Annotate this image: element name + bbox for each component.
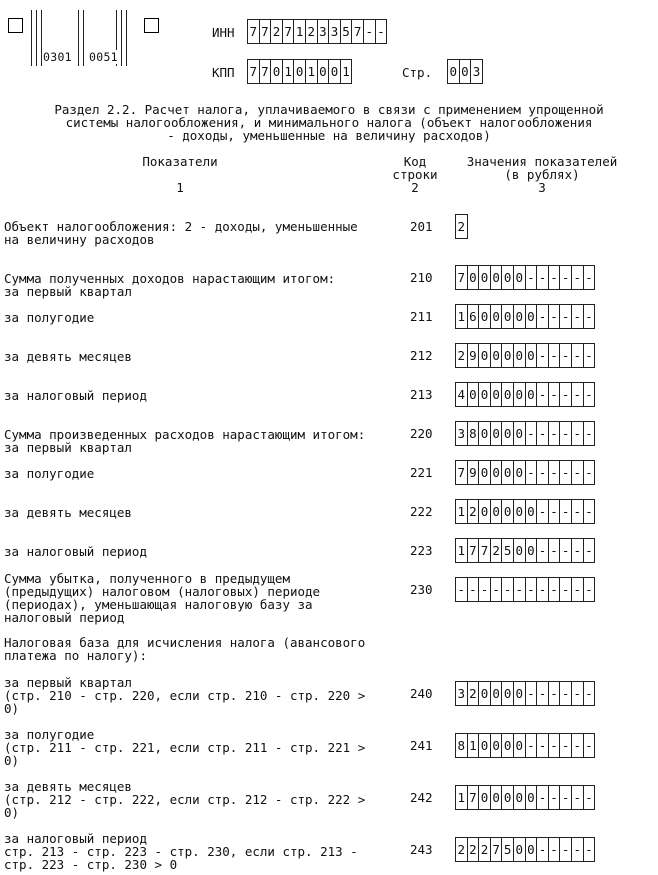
row-value-cell: 0 bbox=[490, 304, 503, 329]
row-code: 213 bbox=[410, 387, 433, 402]
row-code: 240 bbox=[410, 686, 433, 701]
row-value-cell: - bbox=[559, 577, 572, 602]
row-value-cell: 0 bbox=[478, 499, 491, 524]
inn-label: ИНН bbox=[212, 25, 235, 40]
row-value-cell: - bbox=[548, 499, 561, 524]
row-label: Сумма полученных доходов нарастающим итогом: за первый квартал bbox=[4, 271, 336, 299]
row-value-cell: - bbox=[583, 681, 596, 706]
row-code: 230 bbox=[410, 582, 433, 597]
row-value-cell: 1 bbox=[467, 733, 480, 758]
row-value-cell: 9 bbox=[467, 460, 480, 485]
row-value-cell: - bbox=[559, 733, 572, 758]
row-value-cell: - bbox=[536, 382, 549, 407]
row-value-cell: 0 bbox=[513, 499, 526, 524]
row-value-cell: - bbox=[478, 577, 491, 602]
row-value-cell: 0 bbox=[478, 785, 491, 810]
row-label: за девять месяцев (стр. 212 - стр. 222, если стр. 212 - стр. 222 > 0) bbox=[4, 779, 366, 820]
row-value-field bbox=[455, 343, 594, 368]
row-value-cell: - bbox=[548, 837, 561, 862]
row-value-cell: 9 bbox=[467, 343, 480, 368]
row-label: за налоговый период bbox=[4, 388, 147, 403]
row-value-cell: 5 bbox=[501, 538, 514, 563]
row-value-cell: 0 bbox=[501, 421, 514, 446]
row-value-cell: 0 bbox=[501, 785, 514, 810]
row-value-cell: 2 bbox=[478, 837, 491, 862]
kpp-cell: 7 bbox=[259, 59, 272, 84]
row-value-cell: 0 bbox=[490, 681, 503, 706]
row-value-cell: - bbox=[548, 577, 561, 602]
row-value-cell: 0 bbox=[490, 733, 503, 758]
row-code: 211 bbox=[410, 309, 433, 324]
row-value-cell: 7 bbox=[455, 265, 468, 290]
row-label: Налоговая база для исчисления налога (авансового платежа по налогу): bbox=[4, 635, 366, 663]
row-value-cell: - bbox=[559, 382, 572, 407]
row-label: за налоговый период bbox=[4, 544, 147, 559]
row-value-cell: 0 bbox=[513, 382, 526, 407]
row-label: за полугодие bbox=[4, 466, 95, 481]
row-value-cell: - bbox=[548, 343, 561, 368]
row-value-cell: 0 bbox=[501, 304, 514, 329]
row-value-cell: - bbox=[490, 577, 503, 602]
row-value-cell: 0 bbox=[490, 460, 503, 485]
row-label: за первый квартал (стр. 210 - стр. 220, если стр. 210 - стр. 220 > 0) bbox=[4, 675, 366, 716]
inn-cell: 3 bbox=[328, 19, 341, 44]
kpp-cell: 0 bbox=[293, 59, 306, 84]
row-value-cell: 0 bbox=[478, 304, 491, 329]
barcode-right-number: 0051 bbox=[89, 50, 118, 64]
row-value-cell: 0 bbox=[513, 265, 526, 290]
column-number-3: 3 bbox=[538, 180, 546, 195]
row-value-cell: - bbox=[583, 837, 596, 862]
row-value-cell: 0 bbox=[501, 460, 514, 485]
page-label: Стр. bbox=[402, 65, 433, 80]
row-value-cell: 2 bbox=[467, 499, 480, 524]
row-label: за полугодие bbox=[4, 310, 95, 325]
row-label: за налоговый период стр. 213 - стр. 223 - стр. 230, если стр. 213 - стр. 223 - стр. 230 > 0 bbox=[4, 831, 358, 872]
row-value-cell: 0 bbox=[478, 681, 491, 706]
row-value-cell: - bbox=[525, 577, 538, 602]
row-value-cell: - bbox=[548, 460, 561, 485]
row-value-cell: 2 bbox=[467, 837, 480, 862]
row-value-cell: 3 bbox=[455, 681, 468, 706]
row-value-field bbox=[455, 681, 594, 706]
row-value-cell: 1 bbox=[455, 304, 468, 329]
section-title-line2: системы налогообложения, и минимального налога (объект налогообложения bbox=[65, 115, 593, 130]
row-label: за полугодие (стр. 211 - стр. 221, если стр. 211 - стр. 221 > 0) bbox=[4, 727, 366, 768]
row-value-cell: 0 bbox=[513, 538, 526, 563]
row-value-cell: 0 bbox=[478, 343, 491, 368]
row-value-cell: - bbox=[559, 343, 572, 368]
inn-cell: 1 bbox=[293, 19, 306, 44]
row-value-cell: - bbox=[536, 304, 549, 329]
page-number-field bbox=[447, 59, 482, 84]
row-value-cell: 0 bbox=[513, 837, 526, 862]
row-value-cell: - bbox=[583, 733, 596, 758]
row-value-cell: - bbox=[571, 343, 584, 368]
page-number-cell: 3 bbox=[470, 59, 483, 84]
row-value-cell: - bbox=[559, 681, 572, 706]
column-number-2: 2 bbox=[411, 180, 419, 195]
section-title-line1: Раздел 2.2. Расчет налога, уплачиваемого в связи с применением упрощенной bbox=[54, 102, 604, 117]
column-header-code: Код bbox=[403, 154, 427, 169]
row-value-cell: - bbox=[559, 421, 572, 446]
row-value-cell: - bbox=[571, 382, 584, 407]
row-code: 242 bbox=[410, 790, 433, 805]
row-value-cell: 8 bbox=[455, 733, 468, 758]
row-value-cell: - bbox=[536, 499, 549, 524]
row-value-cell: 4 bbox=[455, 382, 468, 407]
row-value-cell: 0 bbox=[525, 499, 538, 524]
row-value-cell: - bbox=[571, 785, 584, 810]
row-value-cell: 0 bbox=[513, 785, 526, 810]
page-number-cell: 0 bbox=[447, 59, 460, 84]
row-label: Сумма произведенных расходов нарастающим итогом: за первый квартал bbox=[4, 427, 366, 455]
row-value-field bbox=[455, 785, 594, 810]
row-value-cell: - bbox=[559, 499, 572, 524]
row-value-cell: - bbox=[536, 577, 549, 602]
kpp-cell: 0 bbox=[317, 59, 330, 84]
row-value-cell: 1 bbox=[455, 538, 468, 563]
row-value-cell: - bbox=[525, 733, 538, 758]
row-value-cell: 7 bbox=[455, 460, 468, 485]
row-value-cell: - bbox=[536, 265, 549, 290]
kpp-cell: 7 bbox=[247, 59, 260, 84]
row-value-cell: 7 bbox=[467, 538, 480, 563]
row-value-cell: - bbox=[525, 460, 538, 485]
row-value-cell: - bbox=[583, 785, 596, 810]
row-value-cell: - bbox=[548, 538, 561, 563]
row-value-cell: - bbox=[583, 460, 596, 485]
row-value-cell: 2 bbox=[455, 343, 468, 368]
row-value-field bbox=[455, 265, 594, 290]
barcode-left-number: 0301 bbox=[43, 50, 72, 64]
row-value-cell: - bbox=[559, 304, 572, 329]
section-title-line3: - доходы, уменьшенные на величину расходов) bbox=[167, 128, 491, 143]
row-value-cell: - bbox=[525, 265, 538, 290]
row-value-cell: 2 bbox=[455, 837, 468, 862]
barcode bbox=[31, 10, 129, 66]
row-value-cell: - bbox=[501, 577, 514, 602]
row-value-cell: - bbox=[559, 538, 572, 563]
row-value-cell: - bbox=[583, 421, 596, 446]
row-value-cell: 0 bbox=[525, 343, 538, 368]
row-value-cell: - bbox=[548, 733, 561, 758]
row-value-cell: 0 bbox=[490, 421, 503, 446]
row-value-cell: - bbox=[571, 499, 584, 524]
row-code: 223 bbox=[410, 543, 433, 558]
row-value-cell: - bbox=[571, 460, 584, 485]
inn-cell: 7 bbox=[282, 19, 295, 44]
row-value-cell: - bbox=[548, 265, 561, 290]
row-value-cell: - bbox=[571, 577, 584, 602]
row-value-cell: - bbox=[548, 304, 561, 329]
row-value-cell: - bbox=[513, 577, 526, 602]
row-code: 220 bbox=[410, 426, 433, 441]
row-value-cell: 0 bbox=[513, 343, 526, 368]
row-code: 221 bbox=[410, 465, 433, 480]
row-value-cell: - bbox=[571, 538, 584, 563]
row-value-cell: - bbox=[536, 837, 549, 862]
row-code: 212 bbox=[410, 348, 433, 363]
row-value-cell: - bbox=[571, 681, 584, 706]
row-value-cell: - bbox=[548, 681, 561, 706]
column-header-values-unit: (в рублях) bbox=[504, 167, 580, 182]
row-value-cell: - bbox=[583, 304, 596, 329]
row-value-cell: 0 bbox=[490, 265, 503, 290]
row-value-cell: 0 bbox=[478, 382, 491, 407]
row-value-field bbox=[455, 304, 594, 329]
row-value-cell: 0 bbox=[467, 265, 480, 290]
row-value-cell: - bbox=[583, 577, 596, 602]
kpp-label: КПП bbox=[212, 65, 235, 80]
row-value-cell: - bbox=[571, 265, 584, 290]
row-value-cell: 0 bbox=[478, 421, 491, 446]
row-value-cell: 7 bbox=[490, 837, 503, 862]
row-value-field bbox=[455, 577, 594, 602]
corner-marker-right bbox=[144, 18, 159, 33]
row-value-cell: 7 bbox=[478, 538, 491, 563]
row-value-cell: - bbox=[455, 577, 468, 602]
inn-cell: 3 bbox=[317, 19, 330, 44]
row-value-cell: - bbox=[536, 460, 549, 485]
row-value-cell: - bbox=[571, 421, 584, 446]
inn-cell: 2 bbox=[305, 19, 318, 44]
row-value-cell: - bbox=[559, 785, 572, 810]
row-value-cell: 0 bbox=[525, 304, 538, 329]
row-label: Сумма убытка, полученного в предыдущем (предыдущих) налоговом (налоговых) периоде (периодах), уменьшающая налоговую базу за налоговый период bbox=[4, 571, 321, 625]
row-value-cell: 0 bbox=[490, 382, 503, 407]
row-value-cell: 0 bbox=[501, 343, 514, 368]
row-value-field bbox=[455, 460, 594, 485]
row-value-cell: - bbox=[536, 421, 549, 446]
row-code: 210 bbox=[410, 270, 433, 285]
kpp-cell: 0 bbox=[270, 59, 283, 84]
column-header-values: Значения показателей bbox=[466, 154, 618, 169]
row-value-cell: 0 bbox=[478, 733, 491, 758]
row-value-cell: - bbox=[525, 681, 538, 706]
row-value-cell: - bbox=[583, 265, 596, 290]
row-value-cell: 0 bbox=[501, 265, 514, 290]
row-value-cell: - bbox=[548, 421, 561, 446]
row-code: 222 bbox=[410, 504, 433, 519]
row-value-cell: - bbox=[571, 837, 584, 862]
row-value-cell: 0 bbox=[501, 733, 514, 758]
row-value-cell: 0 bbox=[513, 681, 526, 706]
row-value-cell: 0 bbox=[467, 382, 480, 407]
row-code: 201 bbox=[410, 219, 433, 234]
row-value-cell: - bbox=[548, 382, 561, 407]
row-value-cell: 0 bbox=[513, 460, 526, 485]
row-value-cell: 0 bbox=[501, 382, 514, 407]
row-value-cell: - bbox=[583, 499, 596, 524]
row-label: Объект налогообложения: 2 - доходы, уменьшенные на величину расходов bbox=[4, 219, 358, 247]
row-value-cell: 8 bbox=[467, 421, 480, 446]
inn-cell: - bbox=[375, 19, 388, 44]
row-value-field bbox=[455, 499, 594, 524]
kpp-cell: 1 bbox=[282, 59, 295, 84]
inn-field bbox=[247, 19, 386, 44]
row-value-cell: - bbox=[467, 577, 480, 602]
column-header-indicators: Показатели bbox=[142, 154, 218, 169]
kpp-cell: 1 bbox=[340, 59, 353, 84]
kpp-cell: 1 bbox=[305, 59, 318, 84]
row-value-cell: - bbox=[571, 733, 584, 758]
row-value-cell: 0 bbox=[490, 785, 503, 810]
row-value-cell: - bbox=[583, 538, 596, 563]
row-value-cell: - bbox=[559, 837, 572, 862]
row-value-cell: 6 bbox=[467, 304, 480, 329]
column-header-code-line2: строки bbox=[392, 167, 438, 182]
kpp-field bbox=[247, 59, 351, 84]
row-value-field bbox=[455, 538, 594, 563]
row-value-cell: 0 bbox=[501, 681, 514, 706]
row-value-cell: 0 bbox=[490, 343, 503, 368]
row-value-cell: 7 bbox=[467, 785, 480, 810]
row-value-field bbox=[455, 837, 594, 862]
row-value-cell: - bbox=[536, 343, 549, 368]
inn-cell: 2 bbox=[270, 19, 283, 44]
row-value-cell: 0 bbox=[478, 460, 491, 485]
row-label: за девять месяцев bbox=[4, 349, 132, 364]
row-value-cell: - bbox=[583, 382, 596, 407]
row-value-cell: 0 bbox=[525, 837, 538, 862]
inn-cell: 7 bbox=[247, 19, 260, 44]
row-value-cell: 0 bbox=[513, 304, 526, 329]
row-value-cell: 1 bbox=[455, 499, 468, 524]
row-value-field bbox=[455, 214, 467, 239]
row-value-cell: - bbox=[536, 538, 549, 563]
row-value-cell: - bbox=[583, 343, 596, 368]
row-value-cell: 0 bbox=[525, 785, 538, 810]
row-code: 243 bbox=[410, 842, 433, 857]
kpp-cell: 0 bbox=[328, 59, 341, 84]
row-value-field bbox=[455, 733, 594, 758]
row-value-cell: - bbox=[571, 304, 584, 329]
row-value-cell: - bbox=[548, 785, 561, 810]
corner-marker-left bbox=[8, 18, 23, 33]
row-label: за девять месяцев bbox=[4, 505, 132, 520]
row-value-cell: - bbox=[536, 733, 549, 758]
row-value-cell: 2 bbox=[455, 214, 468, 239]
row-value-cell: - bbox=[559, 265, 572, 290]
inn-cell: 7 bbox=[351, 19, 364, 44]
row-value-cell: 2 bbox=[467, 681, 480, 706]
row-value-cell: - bbox=[525, 421, 538, 446]
inn-cell: 5 bbox=[340, 19, 353, 44]
row-value-cell: 0 bbox=[513, 733, 526, 758]
row-value-cell: - bbox=[559, 460, 572, 485]
row-code: 241 bbox=[410, 738, 433, 753]
row-value-cell: 0 bbox=[501, 499, 514, 524]
inn-cell: 7 bbox=[259, 19, 272, 44]
row-value-cell: 1 bbox=[455, 785, 468, 810]
row-value-cell: 0 bbox=[513, 421, 526, 446]
page-number-cell: 0 bbox=[459, 59, 472, 84]
row-value-cell: 0 bbox=[490, 499, 503, 524]
column-number-1: 1 bbox=[176, 180, 184, 195]
row-value-cell: - bbox=[536, 681, 549, 706]
row-value-field bbox=[455, 421, 594, 446]
row-value-cell: 0 bbox=[525, 382, 538, 407]
row-value-cell: 2 bbox=[490, 538, 503, 563]
inn-cell: - bbox=[363, 19, 376, 44]
row-value-cell: 0 bbox=[478, 265, 491, 290]
row-value-field bbox=[455, 382, 594, 407]
row-value-cell: 0 bbox=[525, 538, 538, 563]
row-value-cell: 5 bbox=[501, 837, 514, 862]
row-value-cell: 3 bbox=[455, 421, 468, 446]
row-value-cell: - bbox=[536, 785, 549, 810]
